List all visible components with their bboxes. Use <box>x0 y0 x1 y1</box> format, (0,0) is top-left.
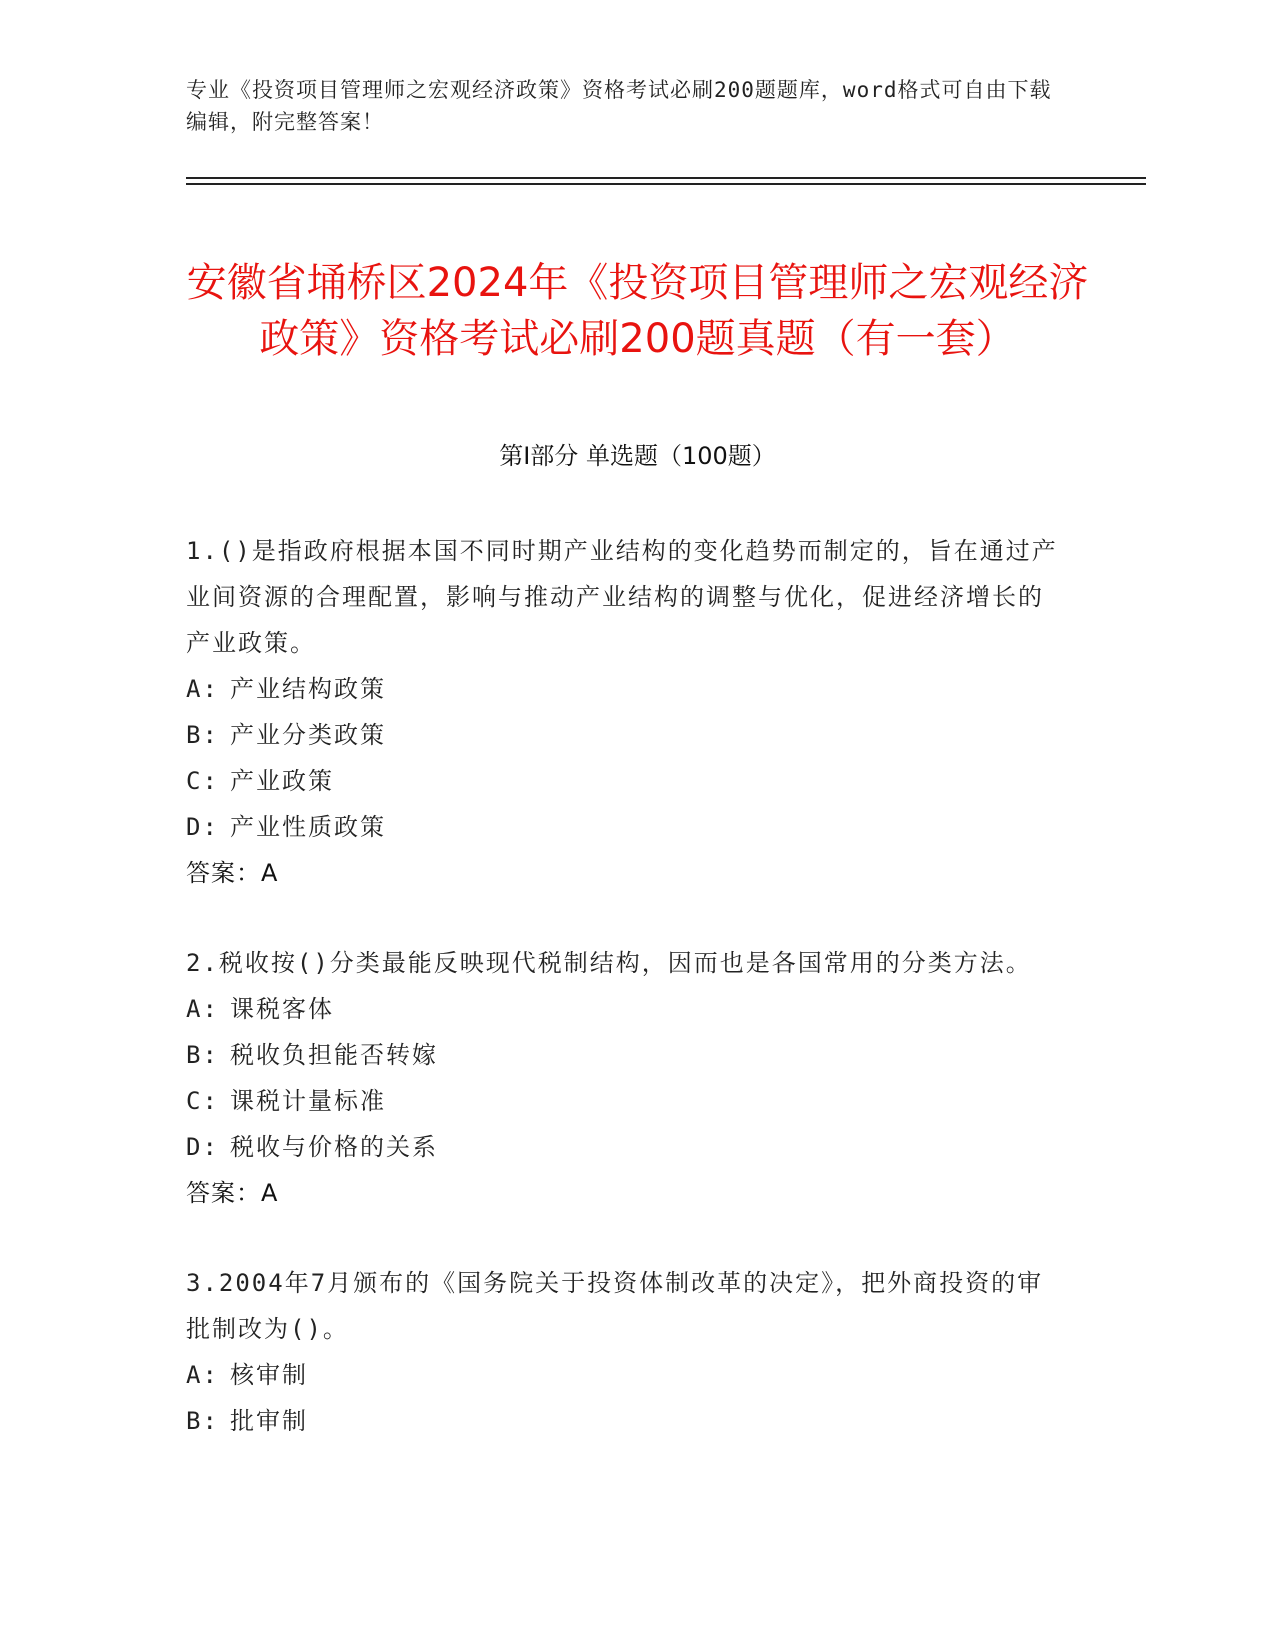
question-block <box>186 1260 1066 1444</box>
option-text: 税收与价格的关系 <box>230 1133 438 1161</box>
question-stem: 1.()是指政府根据本国不同时期产业结构的变化趋势而制定的，旨在通过产业间资源的合理配置，影响与推动产业结构的调整与优化，促进经济增长的产业政策。 <box>186 537 1058 657</box>
question-block <box>186 940 1066 1216</box>
question-list <box>186 528 1066 1488</box>
option-text: 税收负担能否转嫁 <box>230 1041 438 1069</box>
option-letter: A: <box>186 1361 219 1389</box>
header-rule-top <box>186 177 1146 179</box>
question-option <box>186 758 1066 804</box>
option-letter: D: <box>186 813 219 841</box>
document-title: 安徽省埇桥区2024年《投资项目管理师之宏观经济政策》资格考试必刷200题真题（有一套） <box>186 259 1089 362</box>
option-letter: A: <box>186 675 219 703</box>
question-option <box>186 1124 1066 1170</box>
option-text: 课税计量标准 <box>230 1087 386 1115</box>
option-letter: D: <box>186 1133 219 1161</box>
option-text: 课税客体 <box>230 995 334 1023</box>
question-block <box>186 528 1066 896</box>
question-option <box>186 1032 1066 1078</box>
option-text: 产业政策 <box>230 767 334 795</box>
option-letter: B: <box>186 1407 219 1435</box>
option-text: 批审制 <box>230 1407 308 1435</box>
section-heading: 第Ⅰ部分 单选题（100题） <box>499 442 776 470</box>
option-text: 产业性质政策 <box>230 813 386 841</box>
answer-line: 答案：A <box>186 1179 279 1207</box>
option-letter: B: <box>186 1041 219 1069</box>
option-letter: C: <box>186 767 219 795</box>
question-option <box>186 666 1066 712</box>
question-stem: 3.2004年7月颁布的《国务院关于投资体制改革的决定》，把外商投资的审批制改为()。 <box>186 1269 1044 1343</box>
question-option <box>186 712 1066 758</box>
option-text: 产业结构政策 <box>230 675 386 703</box>
option-letter: B: <box>186 721 219 749</box>
header-note: 专业《投资项目管理师之宏观经济政策》资格考试必刷200题题库，word格式可自由下载编辑，附完整答案！ <box>186 78 1052 134</box>
question-option <box>186 1398 1066 1444</box>
question-option <box>186 804 1066 850</box>
question-option <box>186 1078 1066 1124</box>
answer-line: 答案：A <box>186 859 279 887</box>
question-option <box>186 1352 1066 1398</box>
header-rule-bottom <box>186 183 1146 185</box>
option-letter: A: <box>186 995 219 1023</box>
option-letter: C: <box>186 1087 219 1115</box>
question-stem: 2.税收按()分类最能反映现代税制结构，因而也是各国常用的分类方法。 <box>186 949 1032 977</box>
option-text: 核审制 <box>230 1361 308 1389</box>
option-text: 产业分类政策 <box>230 721 386 749</box>
question-option <box>186 986 1066 1032</box>
